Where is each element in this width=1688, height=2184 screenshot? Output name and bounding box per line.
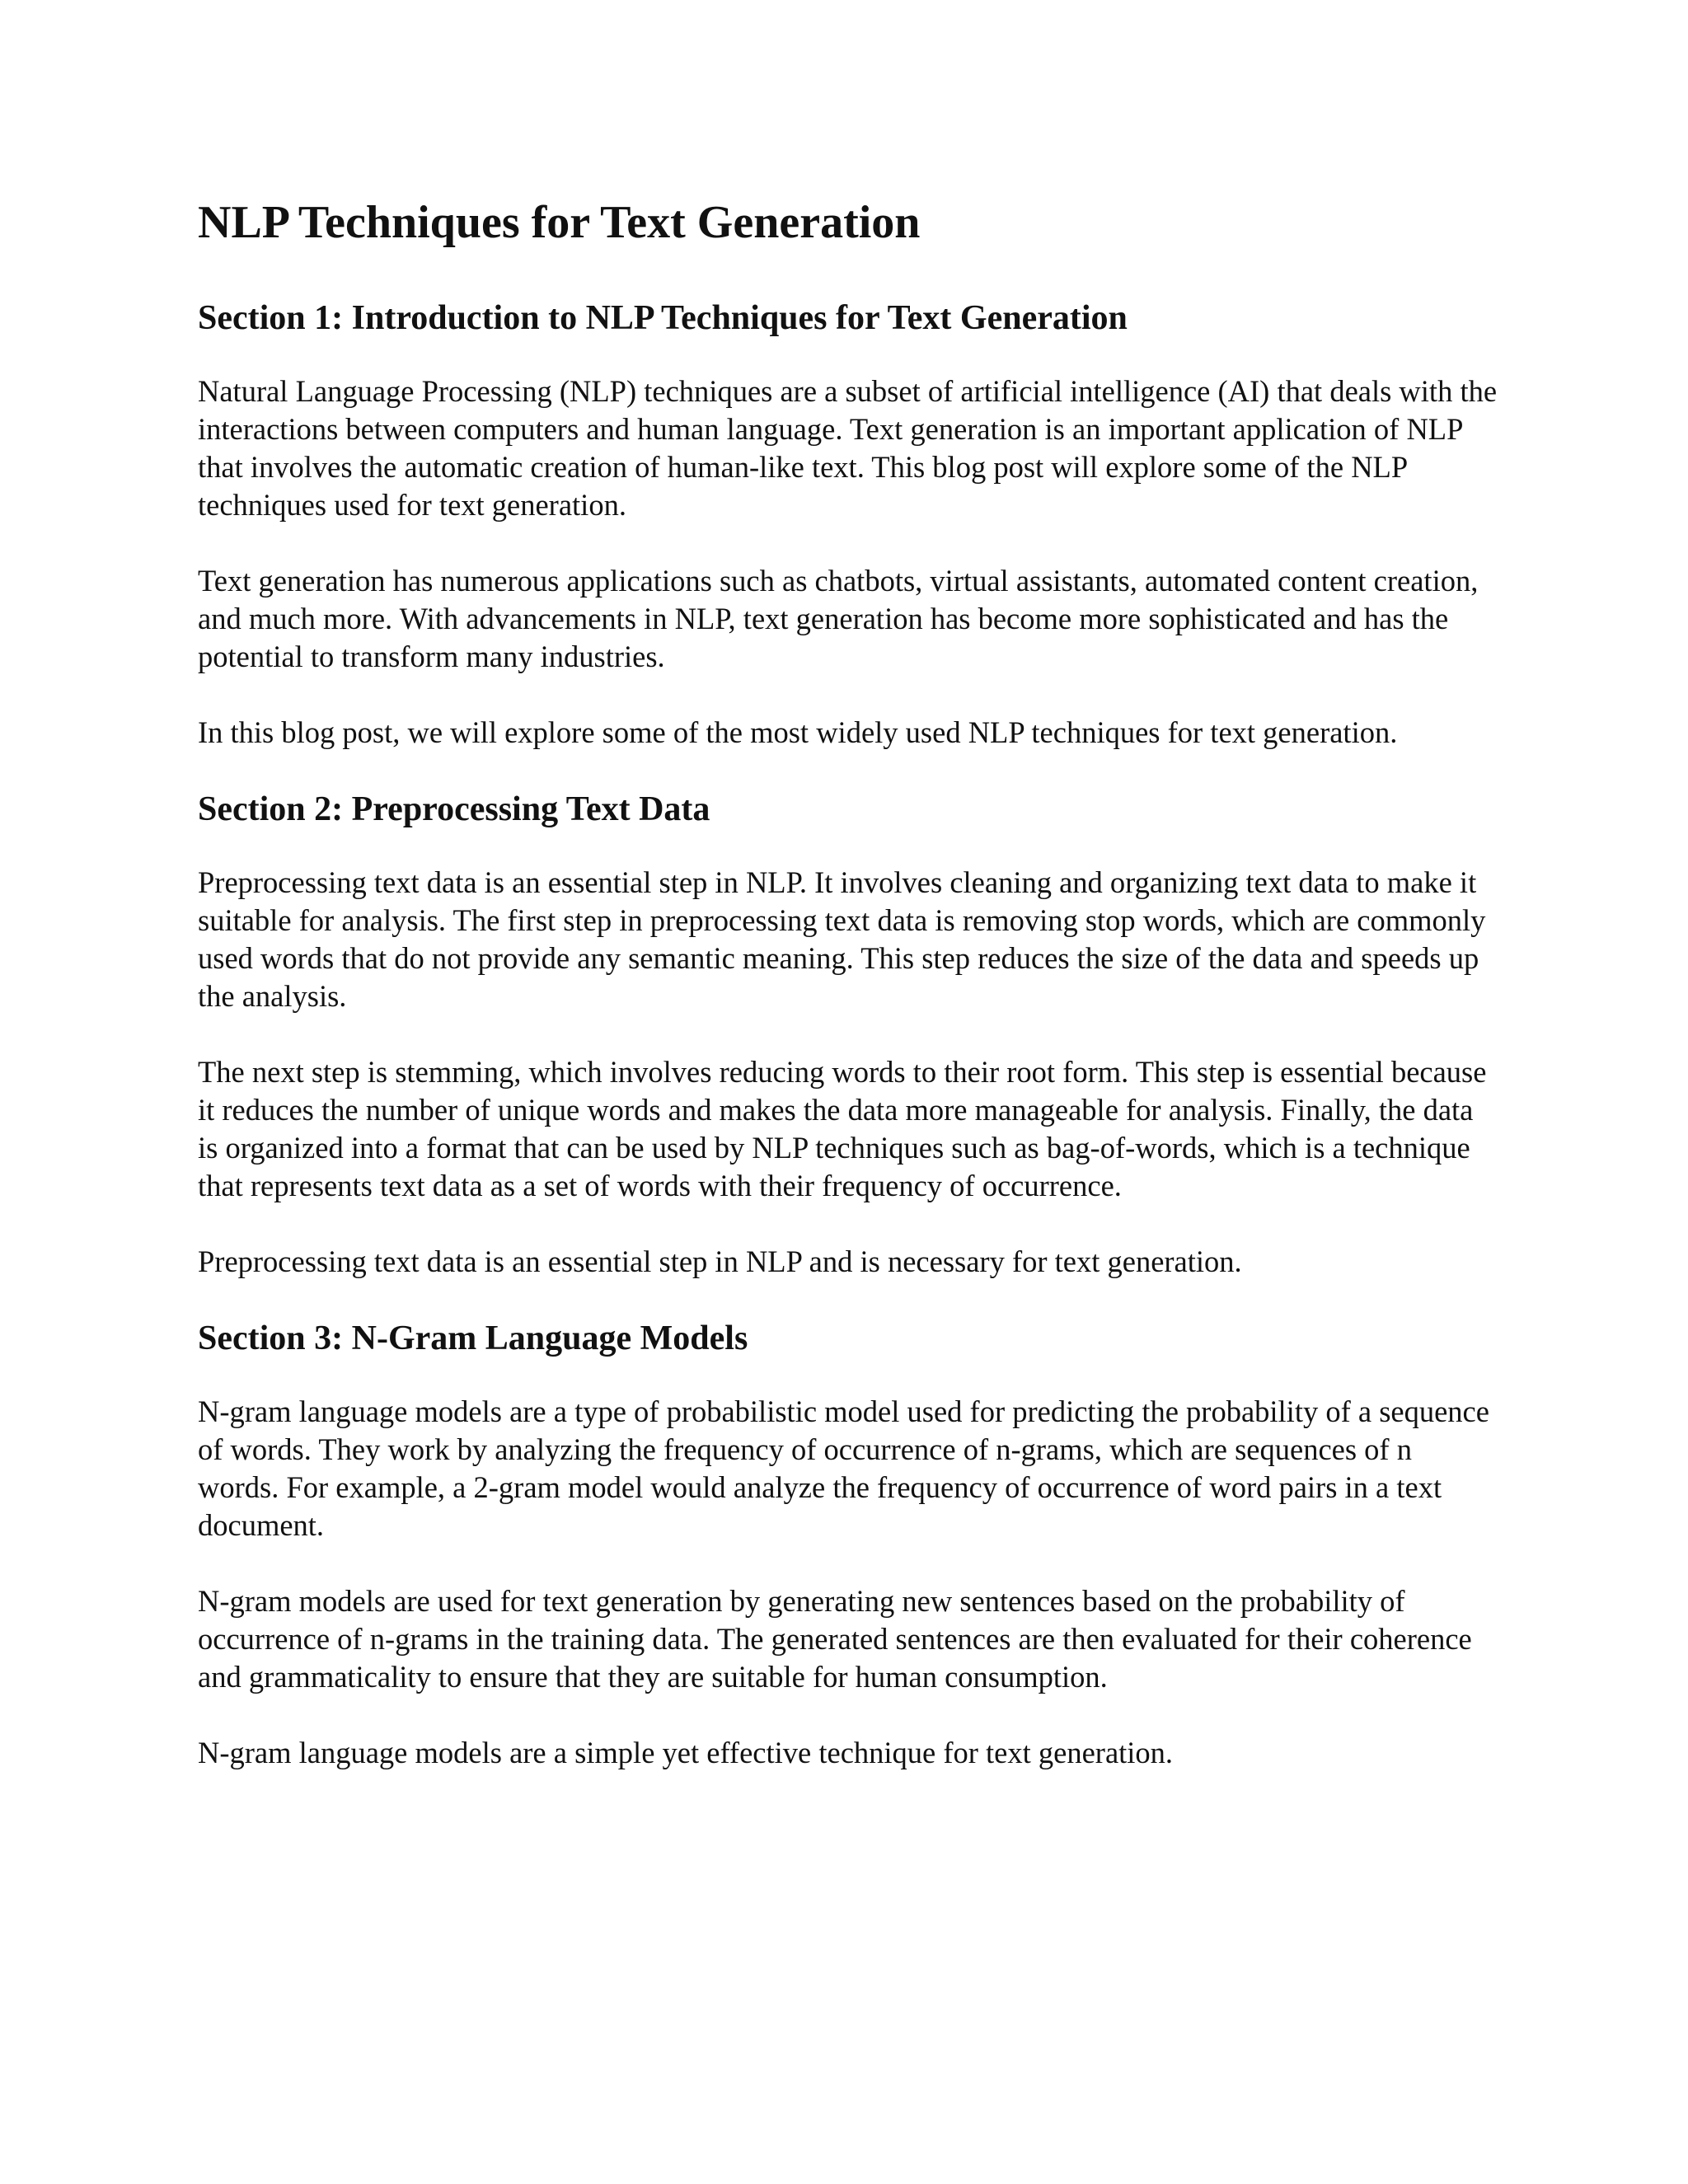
paragraph: In this blog post, we will explore some of the most widely used NLP techniques for text generation. bbox=[198, 715, 1398, 749]
paragraph: N-gram language models are a type of probabilistic model used for predicting the probability of a sequence of words. They work by analyzing the frequency of occurrence of n-grams, which are sequences of n words. For example, a 2-gram model would analyze the frequency of occurrence of word pairs in a text document. bbox=[198, 1394, 1489, 1543]
section-heading: Section 2: Preprocessing Text Data bbox=[198, 790, 710, 828]
paragraph: Text generation has numerous applications such as chatbots, virtual assistants, automated content creation, and much more. With advancements in NLP, text generation has become more sophisticated and has the potential to transform many industries. bbox=[198, 563, 1479, 673]
section-heading: Section 1: Introduction to NLP Techniques for Text Generation bbox=[198, 298, 1128, 337]
paragraph: The next step is stemming, which involves reducing words to their root form. This step is essential because it reduces the number of unique words and makes the data more manageable for analysis. Finally, the data is organized into a format that can be used by NLP techniques such as bag-of-words, which is a technique that represents text data as a set of words with their frequency of occurrence. bbox=[198, 1055, 1487, 1203]
section-introduction bbox=[198, 298, 1500, 752]
section-heading: Section 3: N-Gram Language Models bbox=[198, 1319, 748, 1358]
section-ngram-models bbox=[198, 1319, 1500, 1772]
section-preprocessing bbox=[198, 790, 1500, 1281]
paragraph: N-gram models are used for text generation by generating new sentences based on the probability of occurrence of n-grams in the training data. The generated sentences are then evaluated for their coherence and grammaticality to ensure that they are suitable for human consumption. bbox=[198, 1584, 1472, 1694]
paragraph: Preprocessing text data is an essential step in NLP. It involves cleaning and organizing text data to make it suitable for analysis. The first step in preprocessing text data is removing stop words, which are commonly used words that do not provide any semantic meaning. This step reduces the size of the data and speeds up the analysis. bbox=[198, 865, 1486, 1014]
paragraph: Preprocessing text data is an essential step in NLP and is necessary for text generation. bbox=[198, 1244, 1242, 1279]
paragraph: Natural Language Processing (NLP) techniques are a subset of artificial intelligence (AI) that deals with the interactions between computers and human language. Text generation is an important application of NLP that involves the automatic creation of human-like text. This blog post will explore some of the NLP techniques used for text generation. bbox=[198, 373, 1498, 522]
paragraph: N-gram language models are a simple yet effective technique for text generation. bbox=[198, 1736, 1174, 1770]
document-page bbox=[198, 198, 1500, 1810]
document-title: NLP Techniques for Text Generation bbox=[198, 197, 921, 248]
